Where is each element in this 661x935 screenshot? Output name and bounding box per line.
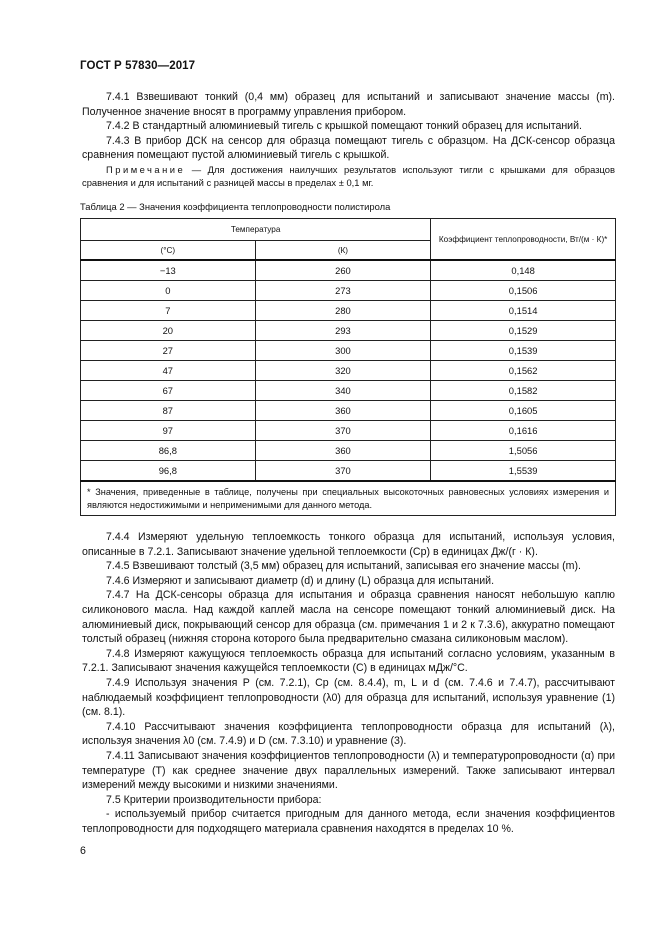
cell-celsius: 96,8: [81, 461, 256, 482]
cell-kelvin: 260: [255, 260, 431, 281]
table-row: [81, 361, 616, 381]
cell-coefficient: 0,1616: [431, 421, 616, 441]
page-number: 6: [80, 845, 86, 857]
paragraph-7-4-3: 7.4.3 В прибор ДСК на сенсор для образца помещают тигель с образцом. На ДСК-сенсор образца сравнения помещают пустой алюминиевый тигель с крышкой.: [82, 134, 615, 162]
cell-kelvin: 320: [255, 361, 431, 381]
cell-coefficient: 0,1529: [431, 321, 616, 341]
paragraph-7-4-5: 7.4.5 Взвешивают толстый (3,5 мм) образец для испытаний, записывая его значение массы (m).: [106, 560, 581, 573]
paragraph-7-4-7: 7.4.7 На ДСК-сенсоры образца для испытания и образца сравнения наносят небольшую каплю силиконового масла. Над каждой каплей масла на сенсоре помещают тонкий алюминиевый диск. На алюминиевый диск, покрывающий сенсор для образца (см. примечания 1 и 2 к 7.3.6), аккуратно помещают толстый образец (нижняя сторона которого была предварительно смазана силиконовым маслом).: [82, 589, 615, 646]
cell-celsius: −13: [81, 260, 256, 281]
paragraph-7-4-11: 7.4.11 Записывают значения коэффициентов теплопроводности (λ) и температуропроводности (α) при температуре (Т) как среднее значение двух параллельных измерений. Также записывают интервал измерений между высокими и низкими значениями.: [82, 749, 615, 792]
cell-kelvin: 300: [255, 341, 431, 361]
table-row: [81, 461, 616, 482]
cell-kelvin: 340: [255, 381, 431, 401]
table-row: [81, 341, 616, 361]
cell-kelvin: 360: [255, 401, 431, 421]
paragraph-7-4-2: 7.4.2 В стандартный алюминиевый тигель с крышкой помещают тонкий образец для испытаний.: [106, 120, 582, 133]
cell-celsius: 67: [81, 381, 256, 401]
table-footnote: * Значения, приведенные в таблице, получены при специальных высокоточных равновесных условиях измерения и являются недостижимыми и неприменимыми для данного метода.: [81, 481, 616, 516]
table-row: [81, 281, 616, 301]
table-caption: Таблица 2 — Значения коэффициента теплопроводности полистирола: [80, 201, 391, 212]
paragraph-7-4-8: 7.4.8 Измеряют кажущуюся теплоемкость образца для испытаний согласно условиям, указанным в 7.2.1. Записывают значения кажущейся теплоемкости (С) в единицах мДж/°С.: [82, 647, 615, 675]
cell-kelvin: 360: [255, 441, 431, 461]
bullet-item: - используемый прибор считается пригодным для данного метода, если значения коэффициентов теплопроводности для подходящего материала сравнения находятся в пределах 10 %.: [82, 808, 615, 835]
table-row: [81, 301, 616, 321]
cell-celsius: 20: [81, 321, 256, 341]
table-row: [81, 401, 616, 421]
cell-coefficient: 1,5056: [431, 441, 616, 461]
cell-coefficient: 0,1605: [431, 401, 616, 421]
cell-kelvin: 280: [255, 301, 431, 321]
cell-coefficient: 0,148: [431, 260, 616, 281]
paragraph-7-4-4: 7.4.4 Измеряют удельную теплоемкость тонкого образца для испытаний, используя условия, описанные в 7.2.1. Записывают значение удельной теплоемкости (Cp) в единицах Дж/(г · К).: [82, 531, 615, 558]
header-celsius: (°С): [81, 241, 256, 261]
paragraph-7-5: 7.5 Критерии производительности прибора:: [106, 793, 322, 806]
cell-celsius: 97: [81, 421, 256, 441]
cell-kelvin: 293: [255, 321, 431, 341]
cell-coefficient: 0,1562: [431, 361, 616, 381]
thermal-conductivity-table: [80, 218, 616, 516]
body-paragraphs: [82, 530, 615, 836]
note-text: — Для достижения наилучших результатов используют тигли с крышками для образцов сравнения и для испытаний с разницей массы в пределах ± 0,1 мг.: [82, 164, 615, 188]
header-coefficient: Коэффициент теплопроводности, Вт/(м · К)*: [431, 219, 616, 261]
document-header: ГОСТ Р 57830—2017: [80, 60, 196, 72]
header-temperature: Температура: [81, 219, 431, 241]
cell-celsius: 27: [81, 341, 256, 361]
cell-coefficient: 0,1514: [431, 301, 616, 321]
cell-coefficient: 0,1539: [431, 341, 616, 361]
cell-celsius: 47: [81, 361, 256, 381]
cell-celsius: 87: [81, 401, 256, 421]
top-paragraphs: [82, 90, 615, 163]
paragraph-7-4-6: 7.4.6 Измеряют и записывают диаметр (d) и длину (L) образца для испытаний.: [106, 574, 495, 587]
paragraph-7-4-10: 7.4.10 Рассчитывают значения коэффициента теплопроводности образца для испытаний (λ), используя значения λ0 (см. 7.4.9) и D (см. 7.3.10) и уравнение (3).: [82, 720, 615, 748]
cell-celsius: 7: [81, 301, 256, 321]
table-row: [81, 381, 616, 401]
note-block: [82, 164, 615, 189]
paragraph-7-4-1: 7.4.1 Взвешивают тонкий (0,4 мм) образец для испытаний и записывают значение массы (m). Полученное значение вносят в программу управления прибором.: [82, 91, 615, 118]
cell-kelvin: 370: [255, 421, 431, 441]
cell-kelvin: 370: [255, 461, 431, 482]
cell-coefficient: 0,1506: [431, 281, 616, 301]
note-paragraph: [82, 164, 615, 189]
table-row: [81, 441, 616, 461]
paragraph-7-4-9: 7.4.9 Используя значения Р (см. 7.2.1), Cp (см. 8.4.4), m, L и d (см. 7.4.6 и 7.4.7), рассчитывают наблюдаемый коэффициент теплопроводности (λ0) для образца для испытаний, используя уравнение (1) (см. 8.1).: [82, 676, 615, 719]
cell-coefficient: 0,1582: [431, 381, 616, 401]
cell-kelvin: 273: [255, 281, 431, 301]
cell-coefficient: 1,5539: [431, 461, 616, 482]
table-row: [81, 321, 616, 341]
table-row: [81, 260, 616, 281]
cell-celsius: 0: [81, 281, 256, 301]
cell-celsius: 86,8: [81, 441, 256, 461]
table-row: [81, 421, 616, 441]
header-kelvin: (К): [255, 241, 431, 261]
note-label: Примечание: [106, 164, 186, 175]
